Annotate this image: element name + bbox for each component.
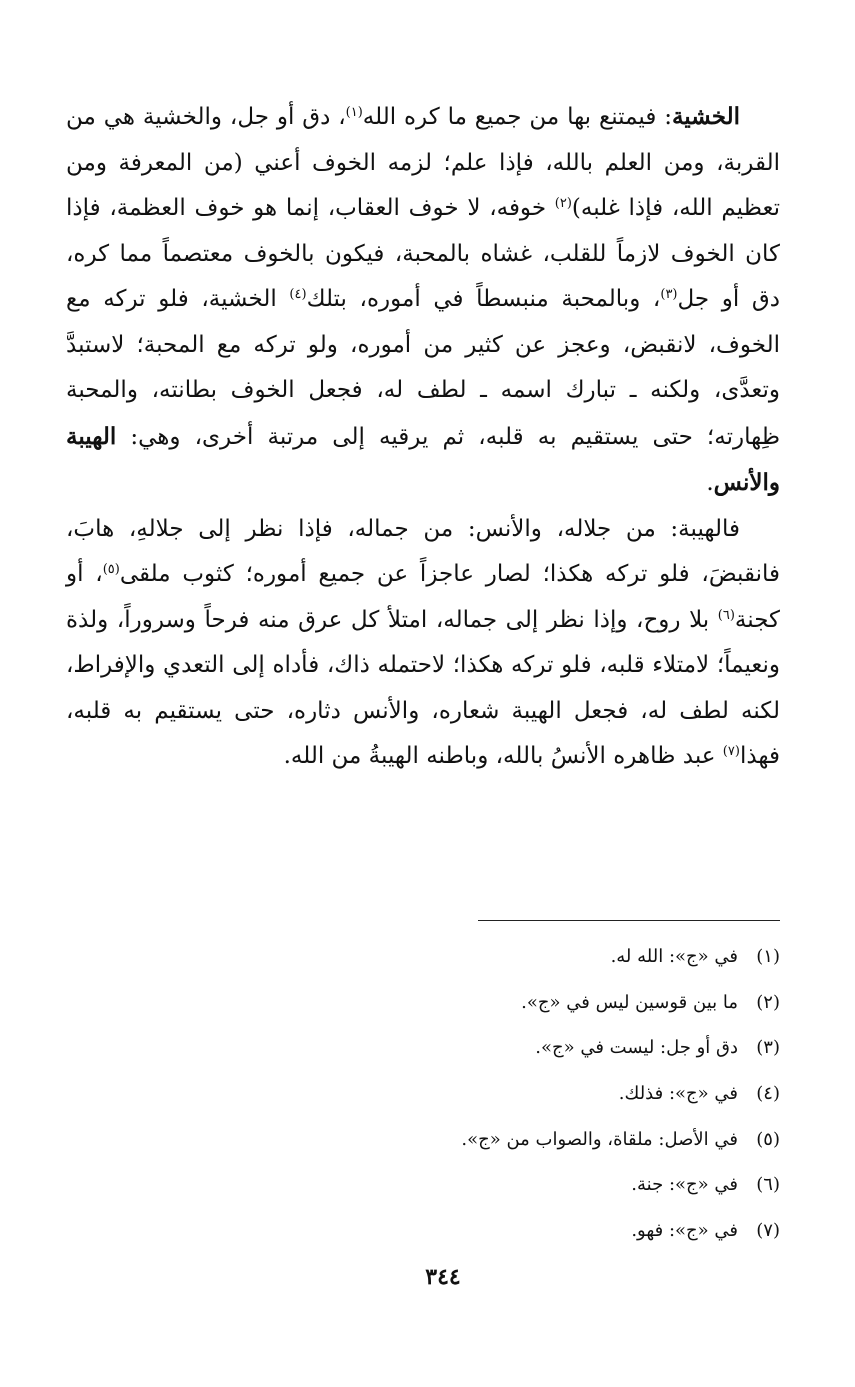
text-span: خوفه، لا خوف العقاب، إنما هو خوف العظمة، فإذا كان الخوف لازماً للقلب، غشاه بالمحبة، فيكون بالخوف معتصماً مما كره، دق أو جل — [66, 195, 780, 312]
footnote-ref-5[interactable]: (٥) — [102, 562, 120, 577]
footnote-1 — [66, 934, 780, 980]
footnote-text: في «ج»: الله له. — [610, 946, 738, 967]
footnote-7 — [66, 1208, 780, 1254]
main-text — [66, 94, 780, 780]
footnote-text: ما بين قوسين ليس في «ج». — [521, 991, 738, 1013]
footnote-text: في «ج»: فذلك. — [618, 1083, 738, 1105]
footnote-ref-1[interactable]: (١) — [345, 105, 363, 120]
footnote-ref-6[interactable]: (٦) — [717, 607, 735, 623]
footnote-ref-3[interactable]: (٣) — [660, 287, 678, 302]
footnote-number: (٣) — [756, 1037, 780, 1059]
footnotes-list — [66, 934, 780, 1254]
footnote-ref-4[interactable]: (٤) — [289, 287, 307, 302]
term-hayba-uns: الهيبة والأنس — [66, 422, 780, 496]
footnote-number: (٢) — [756, 991, 780, 1013]
footnote-5 — [66, 1117, 780, 1163]
text-span: فالهيبة: من جلاله، والأنس: من جماله، فإذا نظر إلى جلالهِ، هابَ، فانقبضَ، فلو تركه هكذا؛ لصار عاجزاً عن جميع أموره؛ كثوب ملقى — [66, 515, 780, 587]
footnote-6 — [66, 1162, 780, 1208]
page-number: ٣٤٤ — [425, 1264, 461, 1290]
footnote-text: في الأصل: ملقاة، والصواب من «ج». — [461, 1128, 738, 1150]
footnote-number: (٦) — [756, 1174, 780, 1196]
footnote-number: (١) — [756, 946, 780, 967]
footnote-number: (٥) — [756, 1128, 780, 1150]
footnote-4 — [66, 1071, 780, 1117]
text-span: الخشية، فلو تركه مع الخوف، لانقبض، وعجز عن كثير من أموره، ولو تركه مع المحبة؛ لاستبدَّ وتعدَّى، ولكنه ـ تبارك اسمه ـ لطف له، فجعل الخوف بطانته، والمحبة ظِهارته؛ حتى يستقيم به قلبه، ثم يرقيه إلى مرتبة أخرى، وهي: — [66, 286, 780, 450]
paragraph-1 — [66, 94, 780, 507]
text-span: : فيمتنع بها من جميع ما كره الله — [362, 104, 672, 130]
footnote-ref-7[interactable]: (٧) — [722, 744, 740, 759]
footnote-number: (٧) — [756, 1220, 780, 1242]
text-span: . — [706, 470, 714, 496]
term-khashya: الخشية — [671, 103, 741, 130]
page — [66, 94, 780, 1334]
footnote-2 — [66, 980, 780, 1026]
text-span: ، وبالمحبة منبسطاً في أموره، بتلك — [306, 286, 661, 312]
text-span: بلا روح، وإذا نظر إلى جماله، امتلأ كل عرق منه فرحاً وسروراً، ولذة ونعيماً؛ لامتلاء قلبه، فلو تركه هكذا؛ لاحتمله ذاك، فأداه إلى التعدي والإفراط، لكنه لطف له، فجعل الهيبة شعاره، والأنس دثاره، حتى يستقيم به قلبه، فهذا — [66, 606, 780, 769]
text-span: ، أو كجنة — [66, 561, 780, 633]
footnote-divider — [478, 920, 780, 921]
footnote-ref-2[interactable]: (٢) — [554, 196, 572, 211]
footnote-text: في «ج»: جنة. — [631, 1174, 738, 1196]
text-span: عبد ظاهره الأنسُ بالله، وباطنه الهيبةُ من الله. — [283, 743, 723, 769]
paragraph-2 — [66, 507, 780, 780]
footnote-text: في «ج»: فهو. — [631, 1220, 738, 1242]
text-span: ، دق أو جل، والخشية هي من القربة، ومن العلم بالله، فإذا علم؛ لزمه الخوف أعني (من المعرفة ومن تعظيم الله، فإذا غلبه) — [66, 104, 780, 221]
footnote-text: دق أو جل: ليست في «ج». — [535, 1037, 738, 1059]
footnote-number: (٤) — [756, 1083, 780, 1105]
footnote-3 — [66, 1025, 780, 1071]
